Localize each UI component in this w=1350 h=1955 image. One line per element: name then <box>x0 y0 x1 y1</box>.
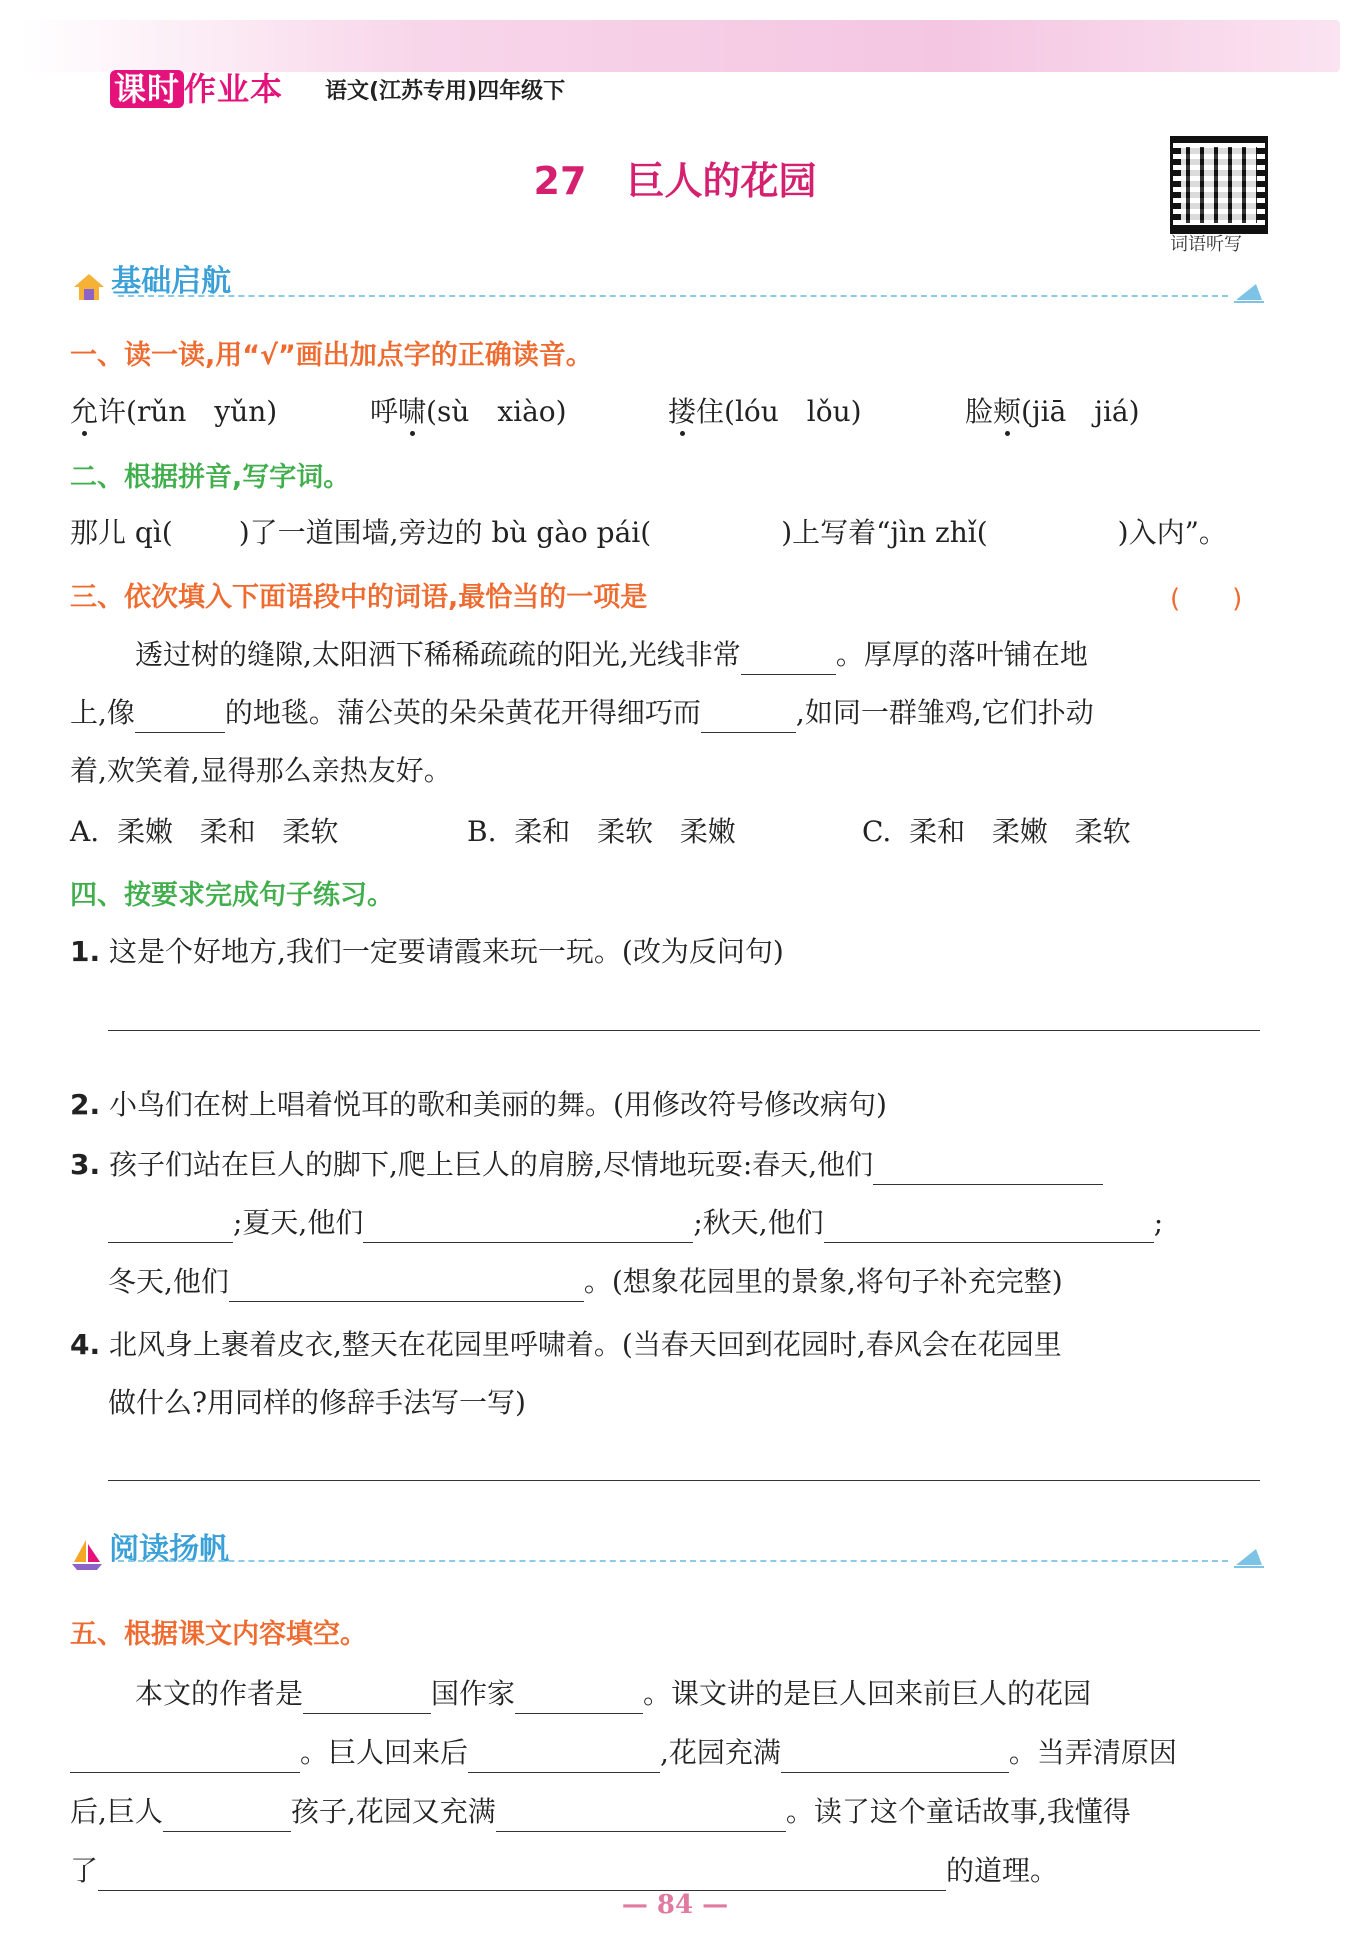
sail-decor-icon <box>1234 280 1264 304</box>
lesson-name: 巨人的花园 <box>626 159 817 203</box>
q5-line-3: 后,巨人 孩子,花园又充满 。读了这个童话故事,我懂得 <box>70 1792 1131 1832</box>
q4-title: 四、按要求完成句子练习。 <box>70 880 394 911</box>
section-divider-2 <box>118 1560 1228 1562</box>
lesson-number: 27 <box>533 159 587 203</box>
section-reading-heading <box>70 1524 229 1572</box>
section-foundation-title: 基础启航 <box>111 264 232 299</box>
section-reading-title: 阅读扬帆 <box>109 1532 230 1567</box>
q1-title: 一、读一读,用“√”画出加点字的正确读音。 <box>70 340 593 371</box>
q1-item-4: 脸颊(jiā jiá) <box>965 395 1140 428</box>
q1-item-1: 允许(rǔn yǔn) <box>70 395 278 428</box>
q3-line-1: 透过树的缝隙,太阳洒下稀稀疏疏的阳光,光线非常 。厚厚的落叶铺在地 <box>135 635 1088 675</box>
brand-keshi: 课时 <box>110 70 184 108</box>
q3-line-3: 着,欢笑着,显得那么亲热友好。 <box>70 754 452 787</box>
q4-sentence-3c: 冬天,他们 。(想象花园里的景象,将句子补充完整) <box>108 1262 1063 1302</box>
q4-blank-spring-2[interactable] <box>108 1212 233 1243</box>
q4-answer-line-1[interactable] <box>108 1030 1260 1031</box>
q2-title: 二、根据拼音,写字词。 <box>70 462 351 493</box>
q5-blank-6[interactable] <box>163 1801 291 1832</box>
q3-blank-3[interactable] <box>701 702 796 733</box>
q5-line-2: 。巨人回来后 ,花园充满 。当弄清原因 <box>70 1733 1177 1773</box>
qr-label: 词语听写 <box>1170 234 1242 255</box>
q5-line-4: 了 的道理。 <box>70 1851 1058 1891</box>
q5-blank-3[interactable] <box>70 1742 300 1773</box>
q4-blank-summer[interactable] <box>363 1212 693 1243</box>
q3-title: 三、依次填入下面语段中的词语,最恰当的一项是 <box>70 582 648 613</box>
sail-decor-icon <box>1234 1545 1264 1569</box>
q5-blank-7[interactable] <box>496 1801 786 1832</box>
q1-item-2: 呼啸(sù xiào) <box>370 395 567 428</box>
q2-sentence: 那儿 qì( )了一道围墙,旁边的 bù gào pái( )上写着“jìn zhǐ( )入内”。 <box>70 516 1227 549</box>
q3-option-b[interactable]: B. 柔和 柔软 柔嫩 <box>467 815 736 848</box>
brand-logo <box>110 64 283 110</box>
brand-rest: 作业本 <box>184 70 284 108</box>
q3-answer-paren[interactable]: ( ) <box>1170 584 1243 614</box>
q3-blank-2[interactable] <box>135 702 225 733</box>
q5-line-1: 本文的作者是 国作家 。课文讲的是巨人回来前巨人的花园 <box>135 1674 1091 1714</box>
subject-label: 语文(江苏专用)四年级下 <box>325 79 566 104</box>
q5-blank-2[interactable] <box>515 1683 643 1714</box>
q5-blank-5[interactable] <box>781 1742 1009 1773</box>
house-icon <box>72 272 106 302</box>
q4-blank-spring-1[interactable] <box>873 1154 1103 1185</box>
sailboat-icon <box>70 1538 104 1572</box>
q5-blank-8[interactable] <box>98 1860 946 1891</box>
q4-sentence-4b: 做什么?用同样的修辞手法写一写) <box>108 1386 526 1419</box>
lesson-title <box>0 150 1350 205</box>
qr-code-icon[interactable] <box>1170 136 1268 234</box>
q1-item-3: 搂住(lóu lǒu) <box>668 395 862 428</box>
q3-blank-1[interactable] <box>741 644 836 675</box>
q3-option-c[interactable]: C. 柔和 柔嫩 柔软 <box>862 815 1131 848</box>
q4-sentence-2: 2. 小鸟们在树上唱着悦耳的歌和美丽的舞。(用修改符号修改病句) <box>70 1088 887 1121</box>
q4-blank-winter[interactable] <box>229 1271 584 1302</box>
q5-blank-4[interactable] <box>468 1742 660 1773</box>
q4-sentence-4a: 4. 北风身上裹着皮衣,整天在花园里呼啸着。(当春天回到花园时,春风会在花园里 <box>70 1328 1062 1361</box>
section-divider <box>118 295 1228 297</box>
page-number: — 84 — <box>621 1890 729 1920</box>
q4-sentence-1: 1. 这是个好地方,我们一定要请霞来玩一玩。(改为反问句) <box>70 935 784 968</box>
q4-sentence-3b: ;夏天,他们 ;秋天,他们 ; <box>108 1203 1163 1243</box>
q4-answer-line-4[interactable] <box>108 1480 1260 1481</box>
q3-line-2: 上,像 的地毯。蒲公英的朵朵黄花开得细巧而 ,如同一群雏鸡,它们扑动 <box>70 693 1094 733</box>
q3-option-a[interactable]: A. 柔嫩 柔和 柔软 <box>70 815 339 848</box>
q5-title: 五、根据课文内容填空。 <box>70 1619 367 1650</box>
q4-blank-autumn[interactable] <box>824 1212 1154 1243</box>
q5-blank-1[interactable] <box>303 1683 431 1714</box>
q4-sentence-3a: 3. 孩子们站在巨人的脚下,爬上巨人的肩膀,尽情地玩耍:春天,他们 <box>70 1145 1103 1185</box>
